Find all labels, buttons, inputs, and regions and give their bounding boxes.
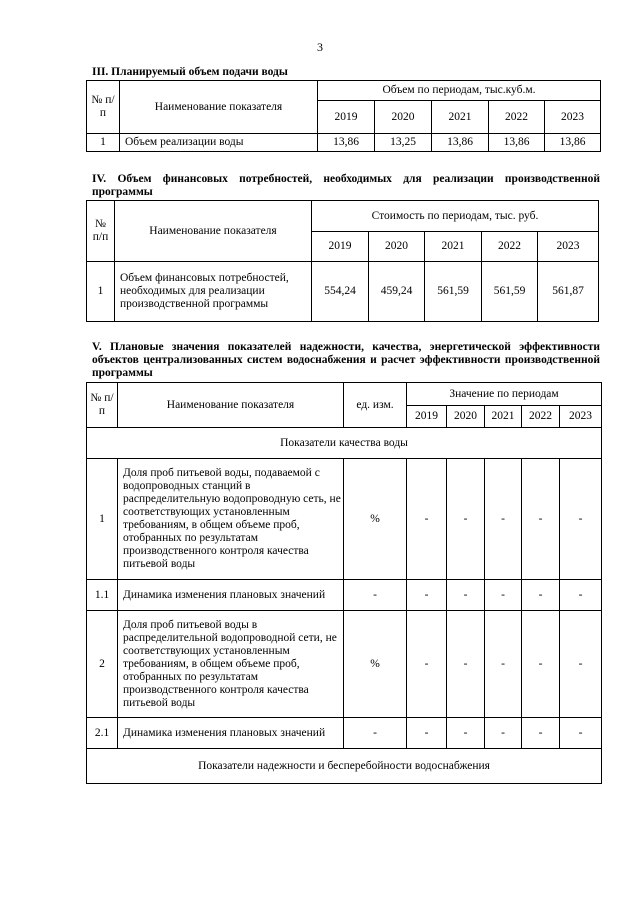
row-unit: - [344,580,407,611]
row-value: 13,86 [318,134,375,152]
header-name: Наименование показателя [118,383,344,428]
table-row [87,134,601,152]
row-value: 459,24 [369,262,425,322]
row-value: 561,59 [482,262,538,322]
header-year: 2019 [318,101,375,134]
row-value: - [407,718,447,749]
row-name: Динамика изменения плановых значений [118,718,344,749]
header-num: № п/п [87,81,120,134]
row-value: - [485,611,522,718]
header-year: 2021 [432,101,489,134]
header-periods: Стоимость по периодам, тыс. руб. [312,201,599,232]
header-year: 2022 [522,406,560,428]
supply-volume-table [86,80,601,152]
section5-title: V. Плановые значения показателей надежности, качества, энергетической эффективности объектов централизованных систем водоснабжения и расчет эффективности производственной программы [92,341,600,379]
row-value: - [447,459,485,580]
table-row [87,459,602,580]
row-value: - [560,611,602,718]
row-value: - [407,580,447,611]
row-name: Доля проб питьевой воды, подаваемой с водопроводных станций в распределительную водопроводную сеть, не соответствующих установленным требованиям, в общем объеме проб, отобранных по результатам производственного контроля качества питьевой воды [118,459,344,580]
group-reliability-header: Показатели надежности и бесперебойности водоснабжения [87,749,602,784]
row-num: 1 [87,262,115,322]
table-row [87,611,602,718]
table-row [87,262,599,322]
row-value: - [447,580,485,611]
financial-needs-table [86,200,599,322]
header-name: Наименование показателя [120,81,318,134]
row-unit: - [344,718,407,749]
header-year: 2023 [560,406,602,428]
table-row [87,580,602,611]
quality-indicators-table [86,382,602,784]
row-num: 1.1 [87,580,118,611]
header-unit: ед. изм. [344,383,407,428]
row-value: - [485,459,522,580]
row-name: Объем реализации воды [120,134,318,152]
row-value: - [560,718,602,749]
page-number: 3 [317,40,323,54]
row-value: 13,86 [432,134,489,152]
section4-title: IV. Объем финансовых потребностей, необходимых для реализации производственной программы [92,173,600,198]
header-year: 2023 [545,101,601,134]
header-year: 2020 [447,406,485,428]
header-year: 2022 [489,101,545,134]
row-num: 1 [87,459,118,580]
section3-title: III. Планируемый объем подачи воды [92,66,288,78]
header-year: 2023 [538,232,599,262]
header-num: № п/п [87,383,118,428]
row-value: 561,59 [425,262,482,322]
row-value: - [485,580,522,611]
row-num: 1 [87,134,120,152]
header-periods: Значение по периодам [407,383,602,406]
header-year: 2019 [312,232,369,262]
header-year: 2020 [369,232,425,262]
header-year: 2021 [485,406,522,428]
row-unit: % [344,611,407,718]
row-value: 13,86 [489,134,545,152]
row-value: - [522,718,560,749]
header-periods: Объем по периодам, тыс.куб.м. [318,81,601,101]
row-name: Доля проб питьевой воды в распределительной водопроводной сети, не соответствующих установленным требованиям, в общем объеме проб, отобранных по результатам производственного контроля качества питьевой воды [118,611,344,718]
row-value: - [407,459,447,580]
header-year: 2022 [482,232,538,262]
group-quality-header: Показатели качества воды [87,428,602,459]
header-year: 2019 [407,406,447,428]
row-value: - [560,580,602,611]
row-name: Динамика изменения плановых значений [118,580,344,611]
row-value: - [522,459,560,580]
row-value: 561,87 [538,262,599,322]
row-value: 554,24 [312,262,369,322]
row-name: Объем финансовых потребностей, необходимых для реализации производственной программы [115,262,312,322]
row-value: - [447,718,485,749]
header-num: № п/п [87,201,115,262]
row-num: 2 [87,611,118,718]
row-value: - [407,611,447,718]
header-name: Наименование показателя [115,201,312,262]
row-value: - [522,580,560,611]
row-value: - [522,611,560,718]
row-value: 13,25 [375,134,432,152]
row-num: 2.1 [87,718,118,749]
table-row [87,718,602,749]
row-unit: % [344,459,407,580]
row-value: - [447,611,485,718]
header-year: 2021 [425,232,482,262]
header-year: 2020 [375,101,432,134]
row-value: - [485,718,522,749]
row-value: 13,86 [545,134,601,152]
row-value: - [560,459,602,580]
